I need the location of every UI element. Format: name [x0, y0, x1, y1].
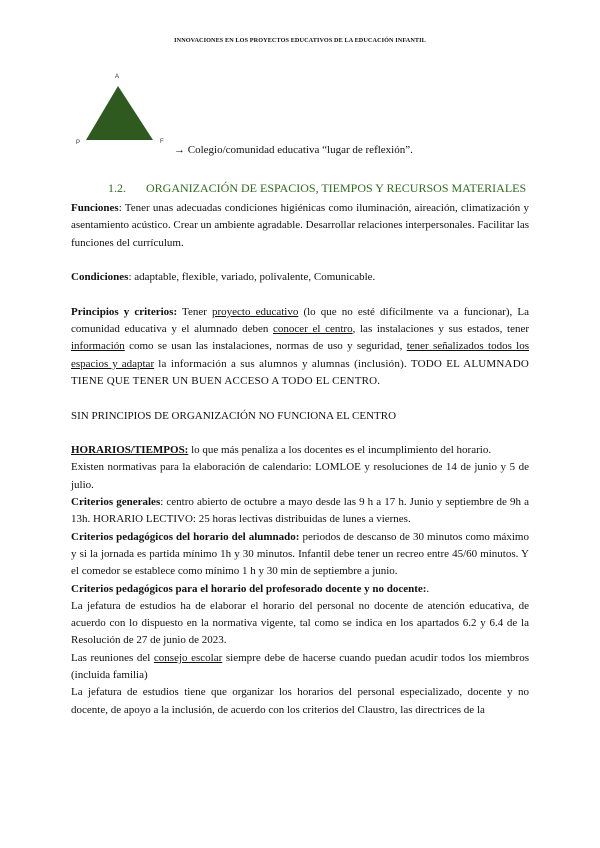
- horarios-paragraph: [71, 442, 529, 459]
- arrow-caption: → Colegio/comunidad educativa “lugar de reflexión”.: [174, 144, 413, 156]
- criterios-profesorado-label: Criterios pedagógicos para el horario del profesorado docente y no docente:: [71, 582, 427, 595]
- principios-text-1: Tener: [177, 305, 212, 318]
- document-body: [71, 200, 529, 719]
- triangle-shape: [86, 86, 153, 140]
- jefatura-paragraph-1: La jefatura de estudios ha de elaborar el horario del personal no docente de atención educativa, de acuerdo con lo dispuesto en la normativa vigente, tal como se indica en los apartados 6.2 y 6.4 de la Resolución de 27 de junio de 2023.: [71, 599, 529, 647]
- funciones-text: : Tener unas adecuadas condiciones higiénicas como iluminación, aireación, climatización y asentamiento acústico. Crear un ambiente agradable. Desarrollar relaciones interpersonales. Facilitar las funciones del currículum.: [71, 202, 529, 249]
- funciones-label: Funciones: [71, 202, 119, 214]
- sin-principios-line: SIN PRINCIPIOS DE ORGANIZACIÓN NO FUNCIONA EL CENTRO: [71, 409, 397, 422]
- principios-paragraph: [71, 304, 529, 390]
- horarios-text: lo que más penaliza a los docentes es el incumplimiento del horario.: [188, 444, 492, 457]
- criterios-generales-paragraph: [71, 494, 529, 529]
- principios-underline-3: información: [71, 340, 125, 353]
- criterios-profesorado-paragraph: [71, 581, 529, 598]
- triangle-label-left: P: [76, 140, 81, 146]
- funciones-paragraph: [71, 200, 529, 252]
- principios-text-2: (lo que no esté difícilmente va a funcionar), La comunidad educativa y el alumnado deben: [71, 305, 529, 336]
- reuniones-paragraph: [71, 650, 529, 685]
- criterios-alumnado-text: periodos de descanso de 30 minutos como máximo y si la jornada es partida mínimo 1h y 30 minutos. Infantil debe tener un recreo entre 45/60 minutos. Y el comedor se establece como mínimo 1 h y 30 min de septiembre a junio.: [71, 530, 529, 578]
- criterios-alumnado-paragraph: [71, 529, 529, 581]
- principios-underline-1: proyecto educativo: [212, 305, 299, 318]
- criterios-generales-label: Criterios generales: [71, 496, 161, 509]
- principios-text-5: la información a sus alumnos y alumnas (inclusión). TODO EL ALUMNADO TIENE QUE TENER UN BUEN ACCESO A TODO EL CENTRO.: [71, 357, 529, 387]
- condiciones-paragraph: [71, 269, 529, 286]
- principios-text-3: , las instalaciones y sus estados, tener: [352, 323, 529, 336]
- condiciones-text: : adaptable, flexible, variado, polivalente, Comunicable.: [128, 271, 376, 284]
- criterios-alumnado-label: Criterios pedagógicos del horario del alumnado:: [71, 530, 300, 543]
- principios-underline-2: conocer el centro: [273, 323, 353, 336]
- triangle-label-right: F: [160, 139, 164, 145]
- criterios-generales-text: : centro abierto de octubre a mayo desde las 9 h a 17 h. Junio y septiembre de 9h a 13h. HORARIO LECTIVO: 25 horas lectivas distribuidas de lunes a viernes.: [71, 496, 529, 526]
- reuniones-text-1: Las reuniones del: [71, 651, 154, 664]
- horarios-label: HORARIOS/TIEMPOS:: [71, 444, 189, 457]
- triangle-label-top: A: [115, 74, 120, 80]
- section-title: ORGANIZACIÓN DE ESPACIOS, TIEMPOS Y RECURSOS MATERIALES: [146, 181, 527, 195]
- principios-label: Principios y criterios:: [71, 305, 178, 318]
- section-number: 1.2.: [108, 181, 126, 195]
- principios-text-4: como se usan las instalaciones, normas de uso y seguridad,: [124, 340, 407, 353]
- criterios-profesorado-text: .: [426, 582, 430, 595]
- normativas-paragraph: Existen normativas para la elaboración de calendario: LOMLOE y resoluciones de 14 de junio y 5 de julio.: [71, 461, 529, 491]
- reuniones-text-2: siempre debe de hacerse cuando puedan acudir todos los miembros (incluida familia): [71, 651, 529, 682]
- condiciones-label: Condiciones: [71, 271, 129, 284]
- reuniones-underline: consejo escolar: [153, 651, 223, 664]
- principios-underline-4: tener señalizados todos los espacios y adaptar: [71, 340, 529, 370]
- triangle-diagram: [78, 74, 178, 154]
- jefatura-paragraph-2: La jefatura de estudios tiene que organizar los horarios del personal especializado, docente y no docente, de apoyo a la inclusión, de acuerdo con los criterios del Claustro, las directrices de la: [71, 686, 529, 716]
- section-heading: [108, 181, 526, 196]
- page-header: INNOVACIONES EN LOS PROYECTOS EDUCATIVOS DE LA EDUCACIÓN INFANTIL: [174, 37, 426, 44]
